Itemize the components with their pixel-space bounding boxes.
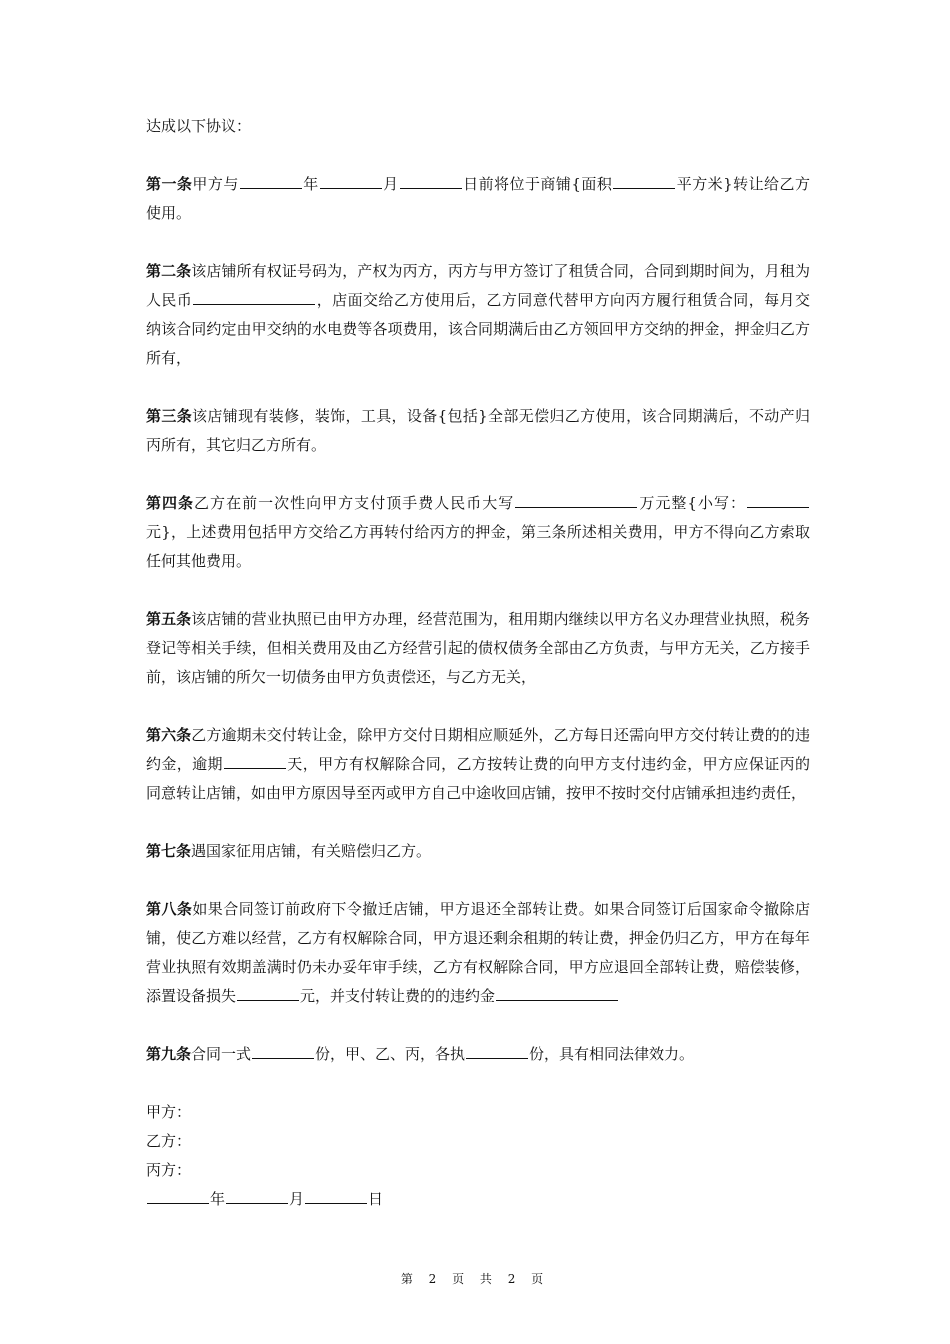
blank-field[interactable] [400, 187, 462, 189]
blank-field[interactable] [237, 999, 299, 1001]
date-day-label: 日 [368, 1190, 384, 1208]
clause-5-label: 第五条 [146, 610, 192, 628]
clause-6-text-a: 乙方逾期未交付转让金，除甲方交付日期相应顺延外，乙方每日还需向甲方交付转让费的的违约金，逾期 [146, 726, 810, 773]
blank-field[interactable] [305, 1202, 367, 1204]
blank-field[interactable] [747, 506, 809, 508]
clause-1-label: 第一条 [146, 175, 193, 193]
clause-2 [146, 257, 810, 373]
clause-7-label: 第七条 [146, 842, 192, 860]
clause-3-text: 该店铺现有装修，装饰，工具，设备{包括}全部无偿归乙方使用，该合同期满后，不动产归丙所有，其它归乙方所有。 [146, 407, 810, 454]
clause-8-label: 第八条 [146, 900, 193, 918]
clause-8-text-a: 如果合同签订前政府下令撤迁店铺，甲方退还全部转让费。如果合同签订后国家命令撤除店铺，使乙方难以经营，乙方有权解除合同，甲方退还剩余租期的转让费，押金仍归乙方，甲方在每年营业执照有效期盖满时仍未办妥年审手续，乙方有权解除合同，甲方应退回全部转让费，赔偿装修，添置设备损失 [146, 900, 810, 1005]
clause-2-label: 第二条 [146, 262, 192, 280]
clause-7 [146, 837, 810, 866]
clause-6-text-b: 天，甲方有权解除合同，乙方按转让费的向甲方支付违约金，甲方应保证丙的同意转让店铺，如由甲方原因导至丙或甲方自己中途收回店铺，按甲不按时交付店铺承担违约责任， [146, 755, 810, 802]
clause-1-text-d: 日前将位于商铺{面积 [462, 175, 613, 193]
blank-field[interactable] [226, 1202, 288, 1204]
blank-field[interactable] [147, 1202, 209, 1204]
clause-5 [146, 605, 810, 692]
party-a-signature: 甲方： [146, 1103, 192, 1121]
contract-page [146, 112, 810, 1214]
clause-1-text-c: 月 [382, 175, 399, 193]
clause-8 [146, 895, 810, 1011]
clause-4-text-a: 乙方在前一次性向甲方支付顶手费人民币大写 [194, 494, 515, 512]
clause-4 [146, 489, 810, 576]
intro-text: 达成以下协议： [146, 117, 252, 135]
blank-field[interactable] [613, 187, 675, 189]
signature-block [146, 1098, 810, 1214]
clause-1-text-a: 甲方与 [192, 175, 239, 193]
clause-6 [146, 721, 810, 808]
clause-9-text-a: 合同一式 [191, 1045, 252, 1063]
party-b-signature: 乙方： [146, 1132, 192, 1150]
clause-1-text-b: 年 [302, 175, 319, 193]
blank-field[interactable] [252, 1057, 314, 1059]
clause-6-label: 第六条 [146, 726, 192, 744]
clause-3-label: 第三条 [146, 407, 193, 425]
blank-field[interactable] [496, 999, 618, 1001]
blank-field[interactable] [240, 187, 302, 189]
clause-5-text: 该店铺的营业执照已由甲方办理，经营范围为，租用期内继续以甲方名义办理营业执照，税务登记等相关手续，但相关费用及由乙方经营引起的债权债务全部由乙方负责，与甲方无关，乙方接手前，该店铺的所欠一切债务由甲方负责偿还，与乙方无关， [146, 610, 810, 686]
clause-2-text-b: ，店面交给乙方使用后，乙方同意代替甲方向丙方履行租赁合同，每月交纳该合同约定由甲交纳的水电费等各项费用，该合同期满后由乙方领回甲方交纳的押金，押金归乙方所有， [146, 291, 810, 367]
clause-9 [146, 1040, 810, 1069]
clause-8-text-b: 元，并支付转让费的的违约金 [300, 987, 496, 1005]
clause-9-label: 第九条 [146, 1045, 192, 1063]
blank-field[interactable] [515, 506, 637, 508]
clause-4-text-c: 元}，上述费用包括甲方交给乙方再转付给丙方的押金，第三条所述相关费用，甲方不得向乙方索取任何其他费用。 [146, 523, 810, 570]
clause-1-text-e: 平方米}转让给乙方使用。 [146, 175, 810, 222]
page-number-footer: 第 2 页 共 2 页 [400, 1272, 550, 1286]
date-year-label: 年 [210, 1190, 226, 1208]
signature-date [146, 1185, 810, 1214]
blank-field[interactable] [224, 767, 286, 769]
clause-3 [146, 402, 810, 460]
clause-9-text-b: 份，甲、乙、丙，各执 [315, 1045, 466, 1063]
clause-2-text-a: 该店铺所有权证号码为，产权为丙方，丙方与甲方签订了租赁合同，合同到期时间为，月租为人民币 [146, 262, 810, 309]
clause-7-text: 遇国家征用店铺，有关赔偿归乙方。 [191, 842, 432, 860]
blank-field[interactable] [193, 303, 315, 305]
party-c-signature: 丙方： [146, 1161, 192, 1179]
clause-4-label: 第四条 [146, 494, 195, 512]
date-month-label: 月 [289, 1190, 305, 1208]
blank-field[interactable] [320, 187, 382, 189]
blank-field[interactable] [466, 1057, 528, 1059]
clause-1 [146, 170, 810, 228]
clause-4-text-b: 万元整{小写： [638, 494, 746, 512]
clause-9-text-c: 份，具有相同法律效力。 [529, 1045, 695, 1063]
